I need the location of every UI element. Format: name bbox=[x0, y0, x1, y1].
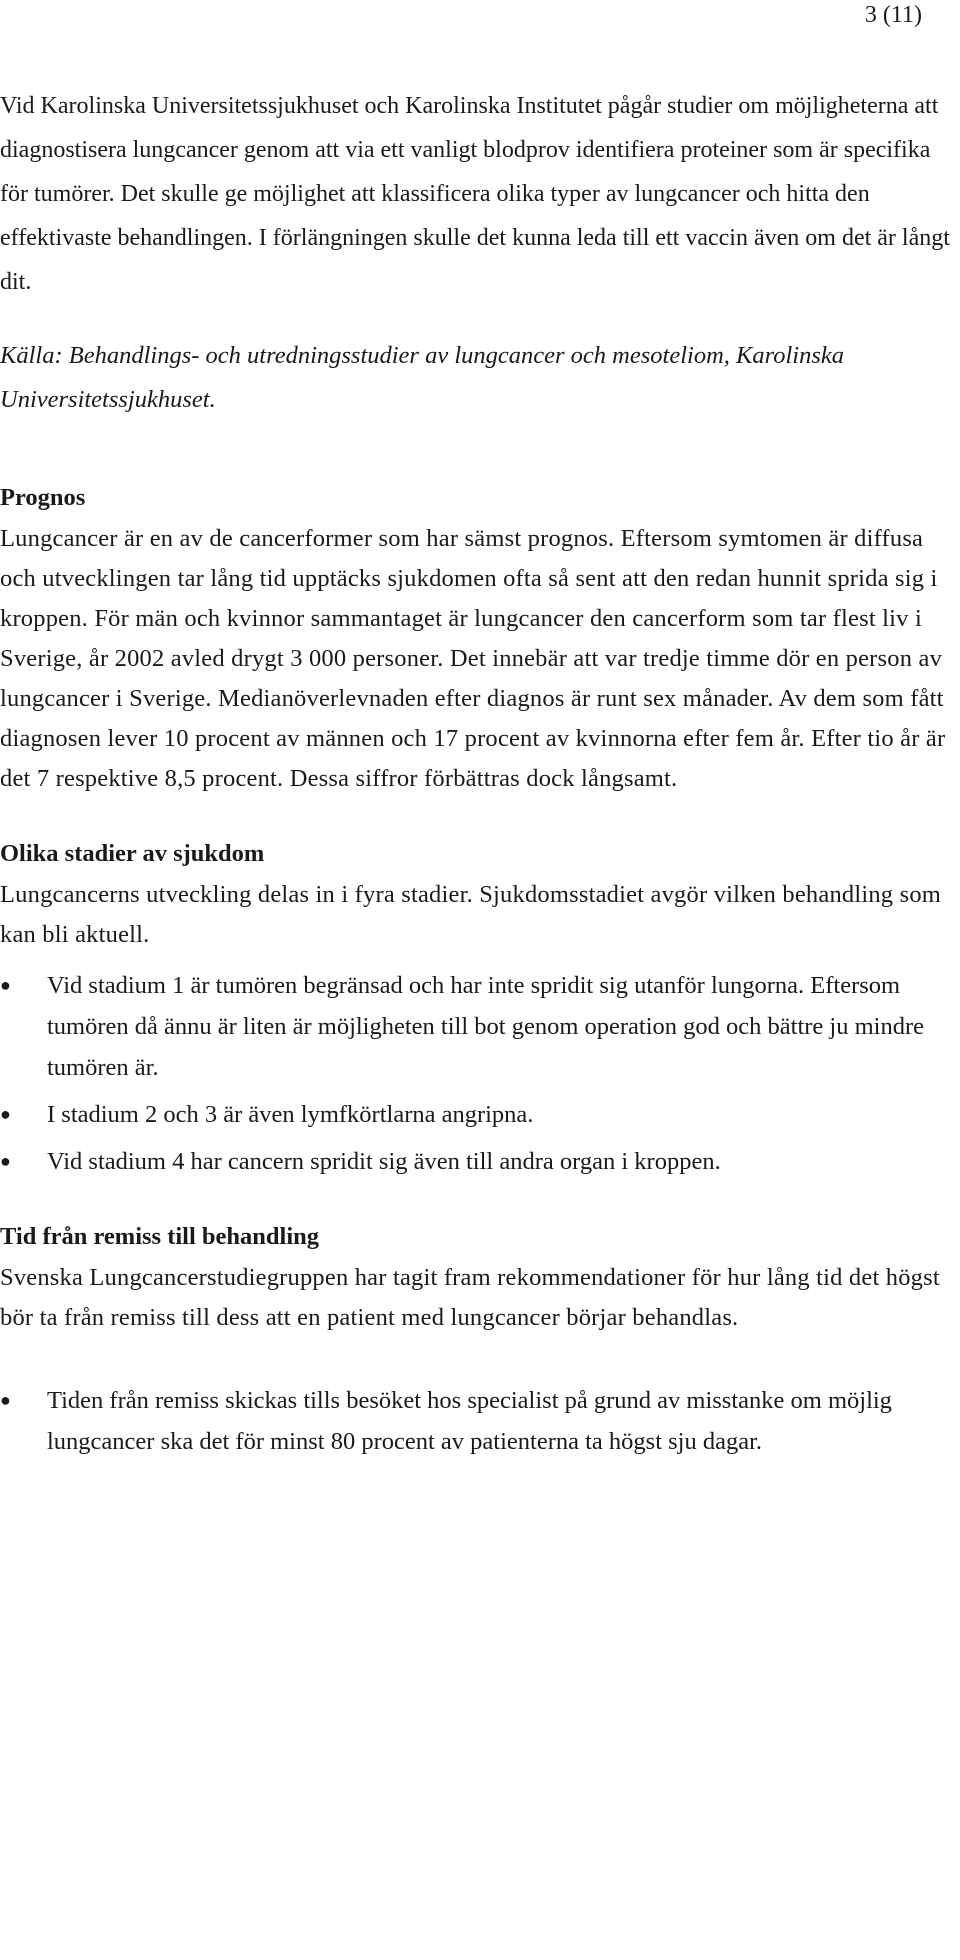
referral-bullet-list bbox=[0, 1380, 960, 1462]
list-item bbox=[0, 1094, 960, 1135]
source-citation: Källa: Behandlings- och utredningsstudier av lungcancer och mesoteliom, Karolinska Universitetssjukhuset. bbox=[0, 342, 845, 413]
list-item-text: I stadium 2 och 3 är även lymfkörtlarna angripna. bbox=[47, 1101, 534, 1128]
bullet-icon: ● bbox=[0, 1390, 11, 1410]
section-heading-prognos: Prognos bbox=[0, 484, 86, 511]
section-heading-stages: Olika stadier av sjukdom bbox=[0, 840, 265, 867]
section-referral-time bbox=[0, 1216, 960, 1462]
section-body-stages: Lungcancerns utveckling delas in i fyra stadier. Sjukdomsstadiet avgör vilken behandling som kan bli aktuell. bbox=[0, 881, 942, 948]
list-item-text: Vid stadium 1 är tumören begränsad och har inte spridit sig utanför lungorna. Eftersom tumören då ännu är liten är möjligheten till bot genom operation god och bättre ju mindre tumören är. bbox=[47, 972, 924, 1081]
bullet-icon: ● bbox=[0, 975, 11, 995]
list-item-text: Tiden från remiss skickas tills besöket hos specialist på grund av misstanke om möjlig lungcancer ska det för minst 80 procent av patienterna ta högst sju dagar. bbox=[47, 1387, 892, 1455]
list-item bbox=[0, 965, 960, 1088]
intro-paragraph: Vid Karolinska Universitetssjukhuset och Karolinska Institutet pågår studier om möjligheterna att diagnostisera lungcancer genom att via ett vanligt blodprov identifiera proteiner som är specifika för tumörer. Det skulle ge möjlighet att klassificera olika typer av lungcancer och hitta den effektivaste behandlingen. I förlängningen skulle det kunna leda till ett vaccin även om det är långt dit. bbox=[0, 93, 950, 295]
page-number: 3 (11) bbox=[864, 2, 922, 28]
bullet-icon: ● bbox=[0, 1151, 11, 1171]
section-body-prognos: Lungcancer är en av de cancerformer som har sämst prognos. Eftersom symtomen är diffusa och utvecklingen tar lång tid upptäcks sjukdomen ofta så sent att den redan hunnit sprida sig i kroppen. För män och kvinnor sammantaget är lungcancer den cancerform som tar flest liv i Sverige, år 2002 avled drygt 3 000 personer. Det innebär att var tredje timme dör en person av lungcancer i Sverige. Medianöverlevnaden efter diagnos är runt sex månader. Av dem som fått diagnosen lever 10 procent av männen och 17 procent av kvinnorna efter fem år. Efter tio år är det 7 respektive 8,5 procent. Dessa siffror förbättras dock långsamt. bbox=[0, 525, 946, 792]
list-item-text: Vid stadium 4 har cancern spridit sig även till andra organ i kroppen. bbox=[47, 1148, 721, 1175]
section-prognos bbox=[0, 477, 960, 799]
list-item bbox=[0, 1380, 960, 1462]
document-content bbox=[0, 84, 960, 1496]
section-stages bbox=[0, 833, 960, 1182]
list-item bbox=[0, 1141, 960, 1182]
section-heading-referral-time: Tid från remiss till behandling bbox=[0, 1223, 320, 1250]
section-body-referral-time: Svenska Lungcancerstudiegruppen har tagit fram rekommendationer för hur lång tid det högst bör ta från remiss till dess att en patient med lungcancer börjar behandlas. bbox=[0, 1264, 940, 1331]
stage-bullet-list bbox=[0, 965, 960, 1182]
bullet-icon: ● bbox=[0, 1104, 11, 1124]
